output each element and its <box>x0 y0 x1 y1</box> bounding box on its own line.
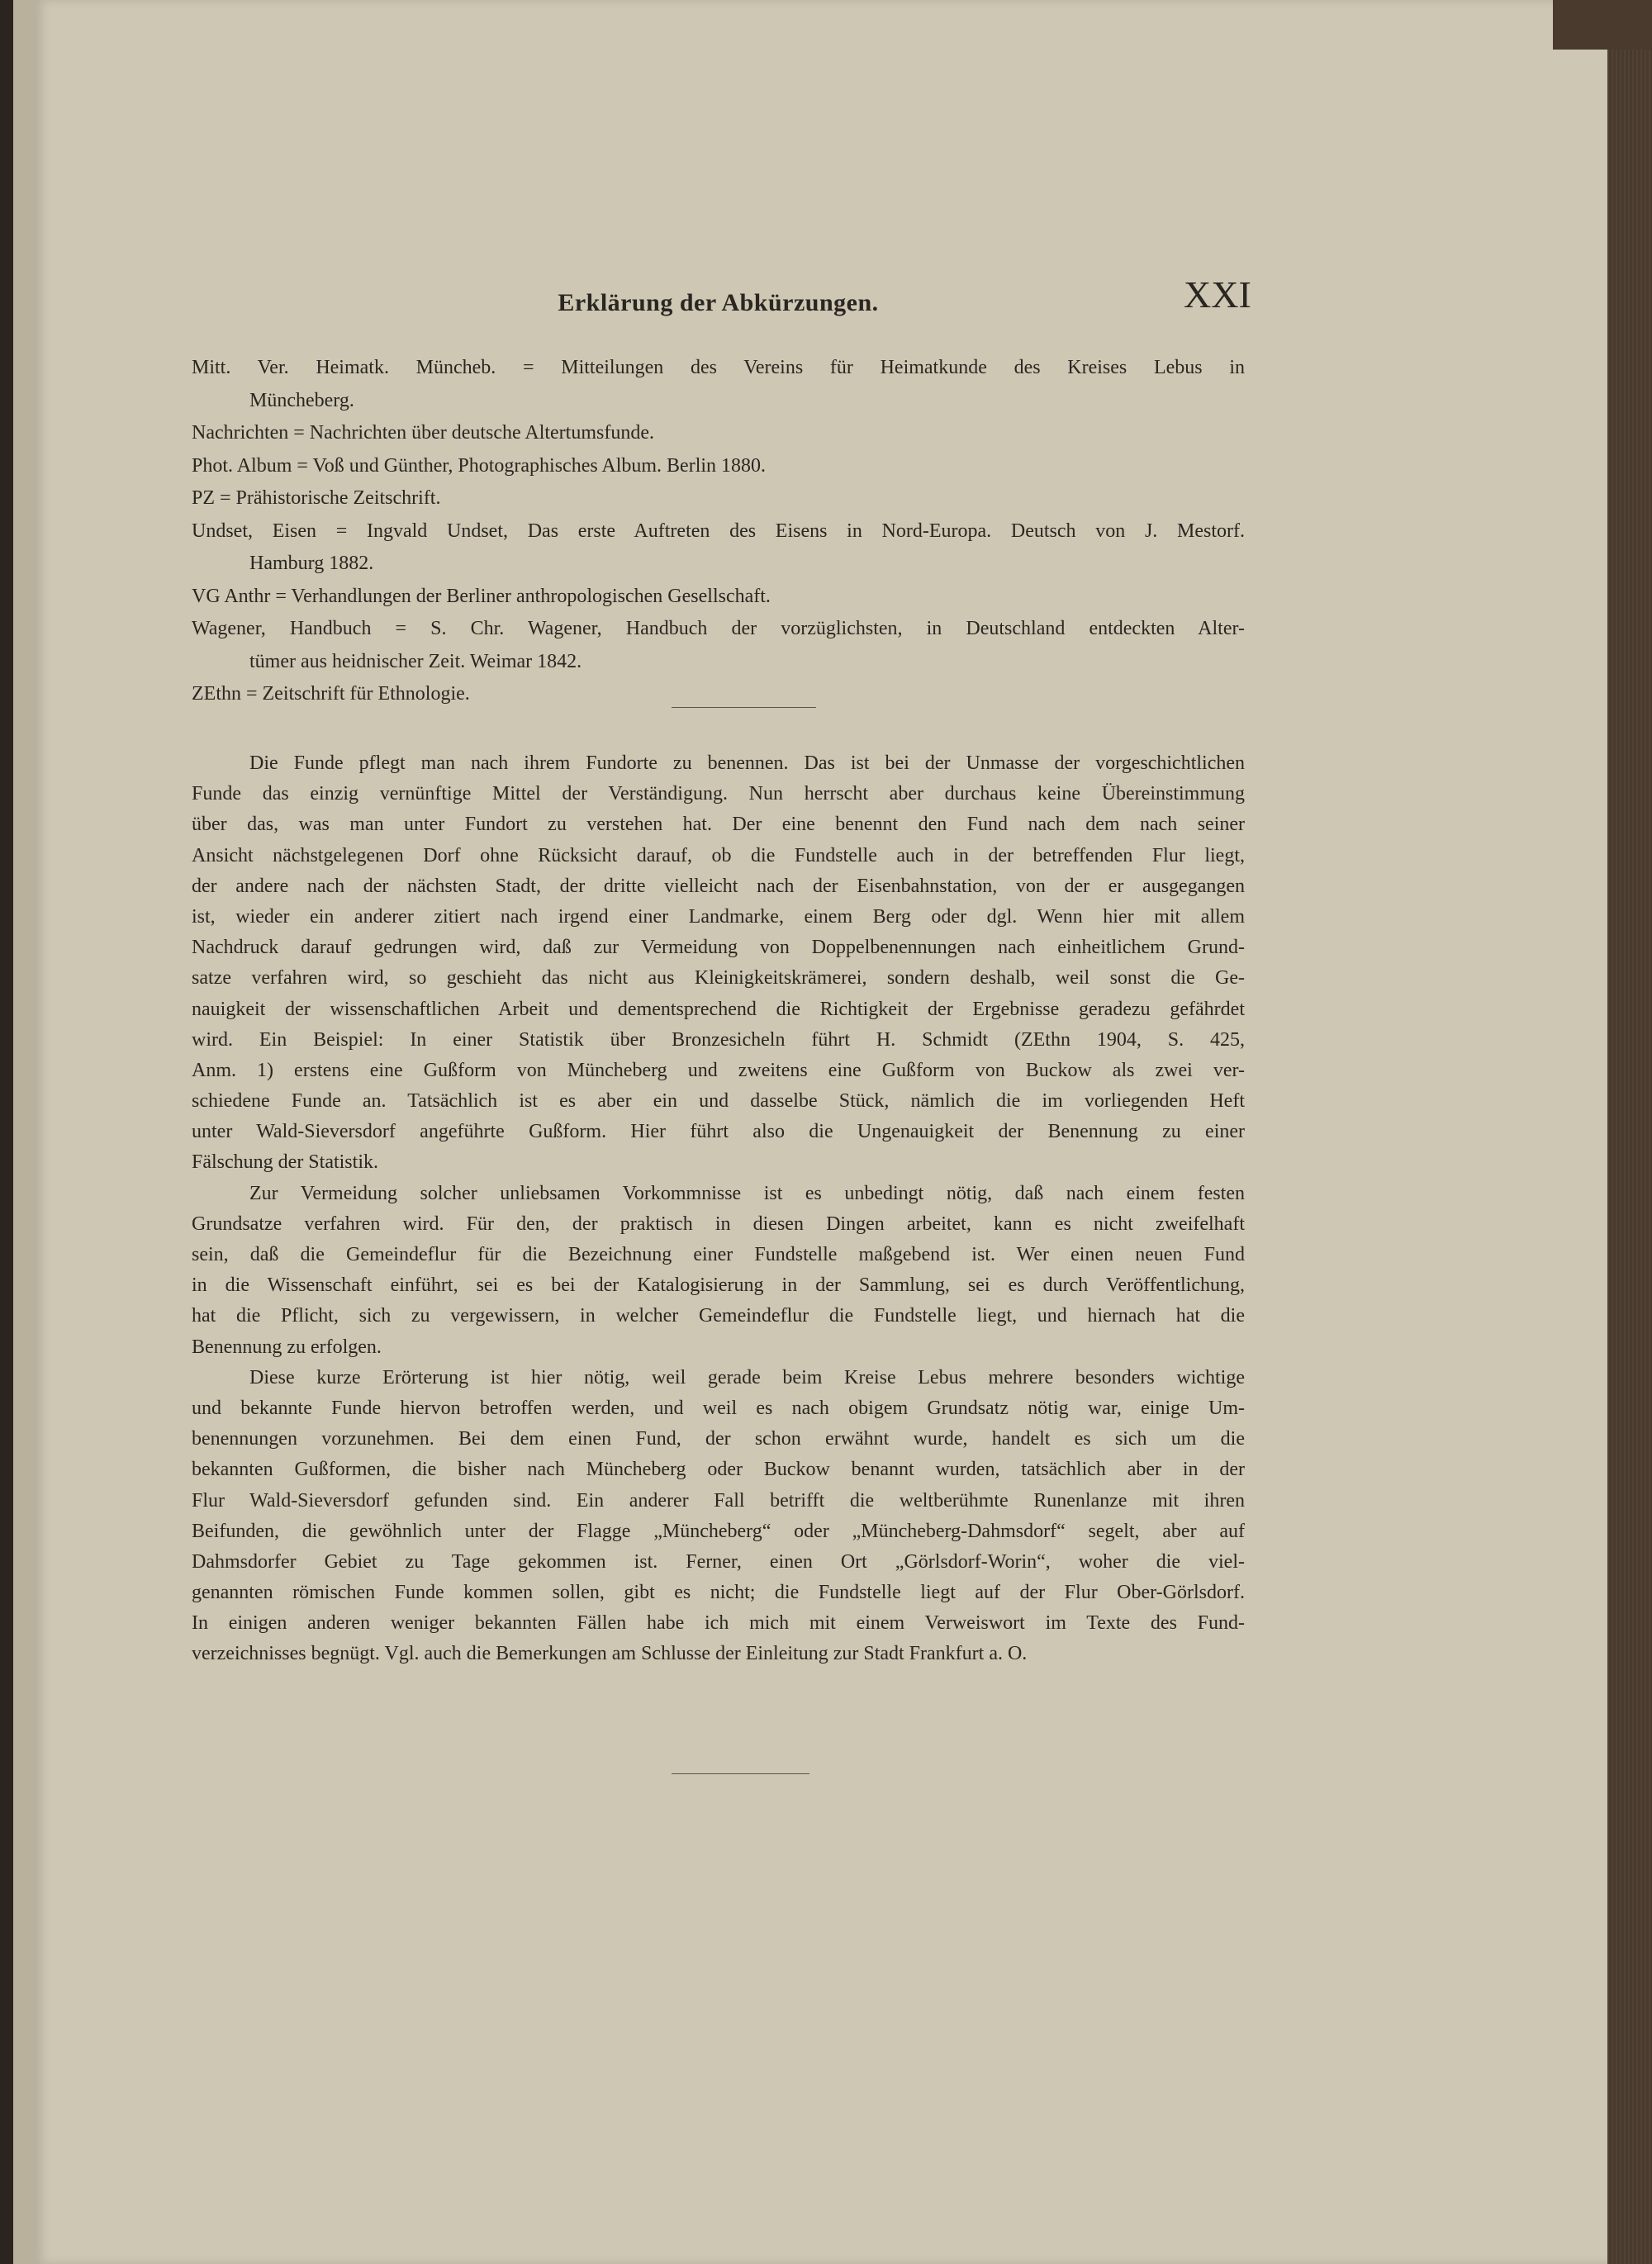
text-line: nauigkeit der wissenschaftlichen Arbeit und dementsprechend die Richtigkeit der Ergebnisse geradezu gefährdet <box>192 998 1245 1020</box>
text-line: schiedene Funde an. Tatsächlich ist es aber ein und dasselbe Stück, nämlich die im vorliegenden Heft <box>192 1090 1245 1113</box>
text-line: sein, daß die Gemeindeflur für die Bezeichnung einer Fundstelle maßgebend ist. Wer einen neuen Fund <box>192 1244 1245 1265</box>
end-divider <box>672 1773 809 1774</box>
section-divider <box>672 707 816 708</box>
text-line: der andere nach der nächsten Stadt, der dritte vielleicht nach der Eisenbahnstation, von der er ausgegangen <box>192 875 1245 897</box>
abbreviation-line: VG Anthr = Verhandlungen der Berliner anthropologischen Gesellschaft. <box>192 585 771 607</box>
text-line: In einigen anderen weniger bekannten Fällen habe ich mich mit einem Verweiswort im Texte des Fund- <box>192 1612 1245 1635</box>
abbreviation-entry <box>192 450 1245 483</box>
abbreviation-line: tümer aus heidnischer Zeit. Weimar 1842. <box>249 650 582 672</box>
previous-page-edge <box>13 0 35 2264</box>
text-line: Flur Wald-Sieversdorf gefunden sind. Ein anderer Fall betrifft die weltberühmte Runenlanze mit ihren <box>192 1489 1245 1512</box>
text-line: wird. Ein Beispiel: In einer Statistik über Bronzesicheln führt H. Schmidt (ZEthn 1904, S. 425, <box>192 1028 1245 1051</box>
abbreviation-entry <box>192 613 1245 678</box>
book-cover-corner <box>1553 0 1652 50</box>
text-line: Benennung zu erfolgen. <box>192 1336 382 1358</box>
text-line: in die Wissenschaft einführt, sei es bei der Katalogisierung in der Sammlung, sei es durch Veröffentlichung, <box>192 1274 1245 1297</box>
text-line: benennungen vorzunehmen. Bei dem einen Fund, der schon erwähnt wurde, handelt es sich um die <box>192 1428 1245 1450</box>
abbreviation-line: Phot. Album = Voß und Günther, Photographisches Album. Berlin 1880. <box>192 454 767 477</box>
text-line: Dahmsdorfer Gebiet zu Tage gekommen ist. Ferner, einen Ort „Görlsdorf-Worin“, woher die viel- <box>192 1550 1245 1573</box>
abbreviation-entry <box>192 482 1245 515</box>
text-line: über das, was man unter Fundort zu verstehen hat. Der eine benennt den Fund nach dem nach seiner <box>192 814 1245 836</box>
abbreviation-entry <box>192 678 1245 711</box>
text-line: Beifunden, die gewöhnlich unter der Flagge „Müncheberg“ oder „Müncheberg-Dahmsdorf“ segelt, aber auf <box>192 1520 1245 1542</box>
text-line: Anm. 1) erstens eine Gußform von Müncheberg und zweitens eine Gußform von Buckow als zwei ver- <box>192 1059 1245 1081</box>
abbreviation-line: Hamburg 1882. <box>249 553 374 574</box>
page-number: XXI <box>1184 273 1251 316</box>
abbreviation-line: Nachrichten = Nachrichten über deutsche Altertumsfunde. <box>192 422 654 444</box>
text-line: genannten römischen Funde kommen sollen, gibt es nicht; die Fundstelle liegt auf der Flur Ober-Görlsdorf. <box>192 1582 1245 1604</box>
text-line: bekannten Gußformen, die bisher nach Müncheberg oder Buckow benannt wurden, tatsächlich aber in der <box>192 1459 1245 1481</box>
abbreviation-line: Müncheberg. <box>249 389 354 411</box>
text-line: und bekannte Funde hiervon betroffen werden, und weil es nach obigem Grundsatz nötig war, einige Um- <box>192 1397 1245 1419</box>
book-cover-edge <box>1607 0 1652 2264</box>
text-line: hat die Pflicht, sich zu vergewissern, in welcher Gemeindeflur die Fundstelle liegt, und hiernach hat die <box>192 1305 1245 1327</box>
abbreviation-list <box>192 352 1245 711</box>
text-line: Diese kurze Erörterung ist hier nötig, weil gerade beim Kreise Lebus mehrere besonders wichtige <box>249 1366 1245 1388</box>
paragraph <box>192 1363 1245 1670</box>
body-text <box>192 748 1245 1670</box>
abbreviation-line: ZEthn = Zeitschrift für Ethnologie. <box>192 683 470 705</box>
abbreviation-line: Mitt. Ver. Heimatk. Müncheb. = Mitteilungen des Vereins für Heimatkunde des Kreises Lebus in <box>192 357 1245 378</box>
paragraph <box>192 1179 1245 1363</box>
abbreviation-line: PZ = Prähistorische Zeitschrift. <box>192 487 441 509</box>
text-line: Fälschung der Statistik. <box>192 1151 378 1174</box>
text-line: Zur Vermeidung solcher unliebsamen Vorkommnisse ist es unbedingt nötig, daß nach einem festen <box>249 1182 1245 1204</box>
text-line: Ansicht nächstgelegenen Dorf ohne Rücksicht darauf, ob die Fundstelle auch in der betreffenden Flur liegt, <box>192 844 1245 866</box>
abbreviation-entry <box>192 515 1245 581</box>
abbreviation-entry <box>192 352 1245 417</box>
abbreviation-line: Undset, Eisen = Ingvald Undset, Das erste Auftreten des Eisens in Nord-Europa. Deutsch von J. Mestorf. <box>192 520 1245 542</box>
text-line: satze verfahren wird, so geschieht das nicht aus Kleinigkeitskrämerei, sondern deshalb, weil sonst die Ge- <box>192 967 1245 990</box>
text-line: Grundsatze verfahren wird. Für den, der praktisch in diesen Dingen arbeitet, kann es nicht zweifelhaft <box>192 1213 1245 1235</box>
text-line: Die Funde pflegt man nach ihrem Fundorte zu benennen. Das ist bei der Unmasse der vorgeschichtlichen <box>249 752 1245 774</box>
paragraph <box>192 748 1245 1179</box>
abbreviation-entry <box>192 581 1245 614</box>
abbreviation-line: Wagener, Handbuch = S. Chr. Wagener, Handbuch der vorzüglichsten, in Deutschland entdeckten Alter- <box>192 618 1245 639</box>
text-line: Nachdruck darauf gedrungen wird, daß zur Vermeidung von Doppelbenennungen nach einheitlichem Grund- <box>192 937 1245 959</box>
text-line: ist, wieder ein anderer zitiert nach irgend einer Landmarke, einem Berg oder dgl. Wenn hier mit allem <box>192 905 1245 928</box>
text-line: verzeichnisses begnügt. Vgl. auch die Bemerkungen am Schlusse der Einleitung zur Stadt Frankfurt a. O. <box>192 1643 1028 1665</box>
book-spine-edge <box>0 0 13 2264</box>
abbreviation-entry <box>192 417 1245 450</box>
text-line: unter Wald-Sieversdorf angeführte Gußform. Hier führt also die Ungenauigkeit der Benennung zu einer <box>192 1121 1245 1143</box>
page-heading: Erklärung der Abkürzungen. <box>558 289 879 316</box>
text-line: Funde das einzig vernünftige Mittel der Verständigung. Nun herrscht aber durchaus keine Übereinstimmung <box>192 783 1245 805</box>
